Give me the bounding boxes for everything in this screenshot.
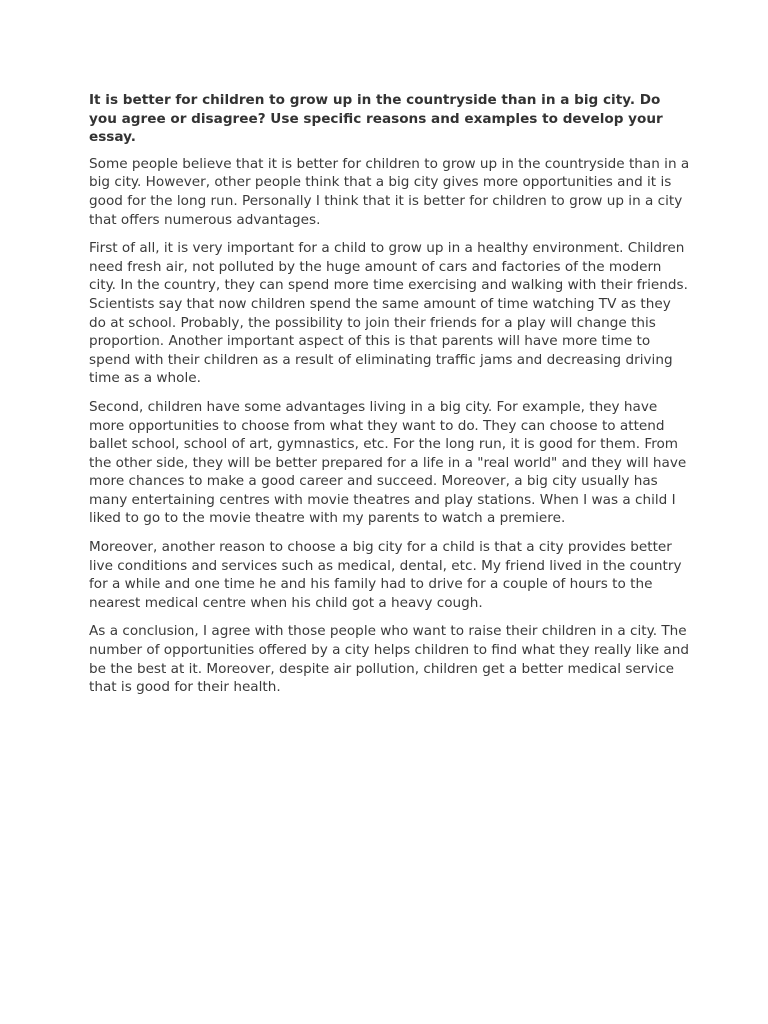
essay-paragraph-second: Second, children have some advantages living in a big city. For example, they have more opportunities to choose from what they want to do. They can choose to attend ballet school, school of art, gymnastics, etc. For the long run, it is good for them. From the other side, they will be better prepared for a life in a "real world" and they will have more chances to make a good career and succeed. Moreover, a big city usually has many entertaining centres with movie theatres and play stations. When I was a child I liked to go to the movie theatre with my parents to watch a premiere. — [89, 398, 687, 527]
essay-paragraph-third: Moreover, another reason to choose a big city for a child is that a city provides better live conditions and services such as medical, dental, etc. My friend lived in the country for a while and one time he and his family had to drive for a couple of hours to the nearest medical centre when his child got a heavy cough. — [89, 539, 682, 611]
essay-title: It is better for children to grow up in the countryside than in a big city. Do you agree or disagree? Use specific reasons and examples to develop your essay. — [89, 92, 663, 146]
document-page — [89, 91, 691, 707]
essay-paragraph-first: First of all, it is very important for a child to grow up in a healthy environment. Children need fresh air, not polluted by the huge amount of cars and factories of the modern city. In the country, they can spend more time exercising and walking with their friends. Scientists say that now children spend the same amount of time watching TV as they do at school. Probably, the possibility to join their friends for a play will change this proportion. Another important aspect of this is that parents will have more time to spend with their children as a result of eliminating traffic jams and decreasing driving time as a whole. — [89, 240, 688, 387]
essay-paragraph-conclusion: As a conclusion, I agree with those people who want to raise their children in a city. The number of opportunities offered by a city helps children to find what they really like and be the best at it. Moreover, despite air pollution, children get a better medical service that is good for their health. — [89, 623, 689, 696]
essay-paragraph-intro: Some people believe that it is better for children to grow up in the countryside than in a big city. However, other people think that a big city gives more opportunities and it is good for the long run. Personally I think that it is better for children to grow up in a city that offers numerous advantages. — [89, 155, 690, 228]
